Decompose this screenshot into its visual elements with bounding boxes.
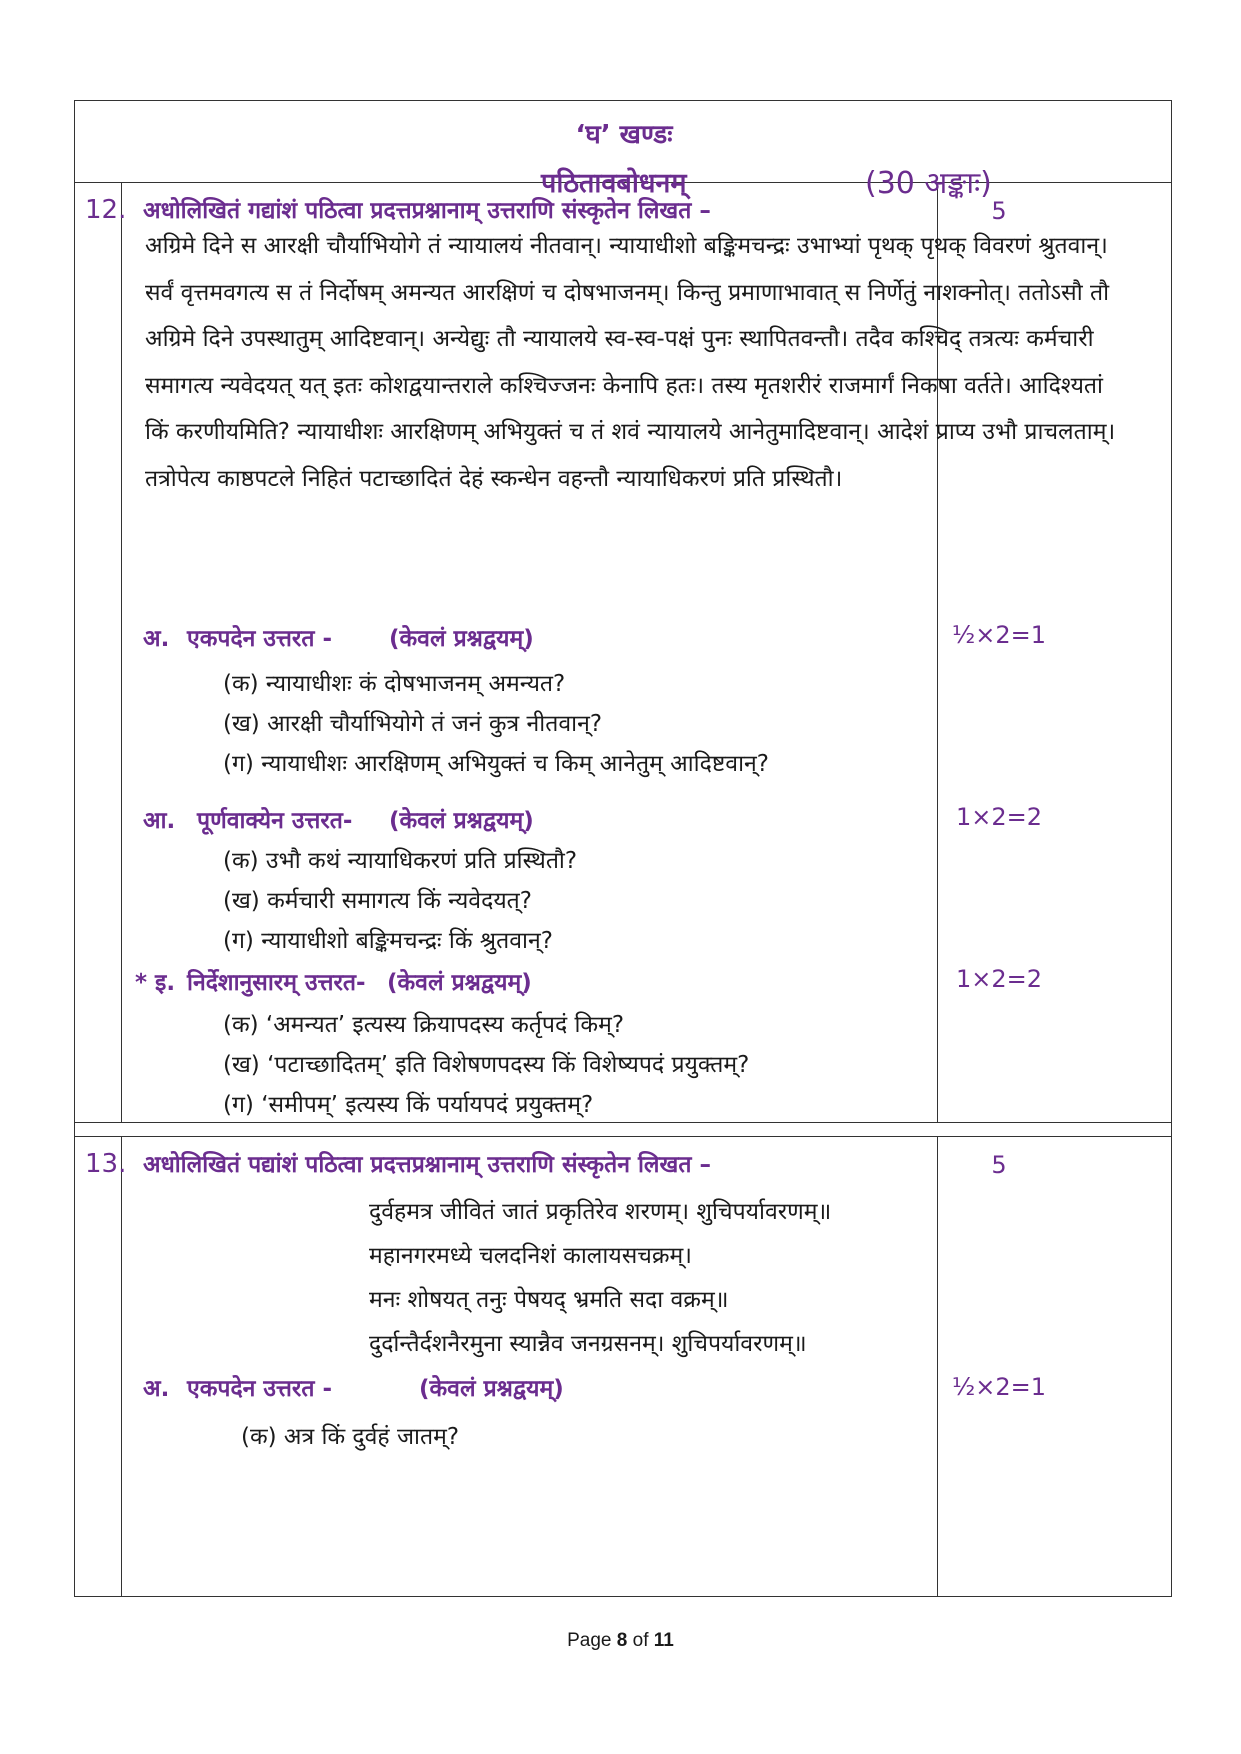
row-divider-2 [75, 1136, 1171, 1137]
question-number-13: 13. [85, 1149, 127, 1179]
part-a-heading: एकपदेन उत्तरत - [187, 626, 332, 652]
part-aa-heading: पूर्णवाक्येन उत्तरत- [197, 808, 353, 834]
q13-part-a-heading: एकपदेन उत्तरत - [187, 1376, 332, 1402]
part-i-note: (केवलं प्रश्नद्वयम्) [387, 970, 532, 996]
verse-line-2: महानगरमध्ये चलदनिशं कालायसचक्रम्। [369, 1243, 692, 1269]
row-divider [75, 1122, 1171, 1123]
number-column-line [121, 182, 122, 1122]
question-number-12: 12. [85, 195, 127, 225]
verse-line-3: मनः शोषयत् तनुः पेषयद् भ्रमति सदा वक्रम्॥ [369, 1287, 729, 1313]
part-a-question-3: (ग) न्यायाधीशः आरक्षिणम् अभियुक्तं च किम् आनेतुम् आदिष्टवान्? [223, 751, 769, 777]
q13-part-a-marks: ½×2=1 [951, 1373, 1047, 1401]
part-aa-question-3: (ग) न्यायाधीशो बङ्किमचन्द्रः किं श्रुतवान्? [223, 928, 553, 954]
part-aa-marks: 1×2=2 [955, 803, 1043, 831]
verse-line-4: दुर्दान्तैर्दशनैरमुना स्यान्नैव जनग्रसनम्। शुचिपर्यावरणम्॥ [369, 1331, 807, 1357]
q13-part-a-label: अ. [143, 1376, 170, 1402]
verse-line-1: दुर्वहमत्र जीवितं जातं प्रकृतिरेव शरणम्। शुचिपर्यावरणम्॥ [369, 1199, 832, 1225]
footer-middle: of [627, 1630, 654, 1651]
question-13-instruction: अधोलिखितं पद्यांशं पठित्वा प्रदत्तप्रश्नानाम् उत्तराणि संस्कृतेन लिखत – [143, 1152, 711, 1178]
number-column-line-2 [121, 1136, 122, 1596]
footer-prefix: Page [567, 1630, 617, 1651]
part-i-question-2: (ख) ‘पटाच्छादितम्’ इति विशेषणपदस्य किं विशेष्यपदं प्रयुक्तम्? [223, 1052, 750, 1078]
part-i-heading: निर्देशानुसारम् उत्तरत- [187, 970, 366, 996]
part-a-note: (केवलं प्रश्नद्वयम्) [389, 626, 534, 652]
marks-column-line-2 [937, 1136, 938, 1596]
part-i-marks: 1×2=2 [955, 965, 1043, 993]
part-i-question-3: (ग) ‘समीपम्’ इत्यस्य किं पर्यायपदं प्रयुक्तम्? [223, 1092, 594, 1118]
part-a-question-1: (क) न्यायाधीशः कं दोषभाजनम् अमन्यत? [223, 671, 566, 697]
q13-part-a-note: (केवलं प्रश्नद्वयम्) [419, 1376, 564, 1402]
part-aa-question-1: (क) उभौ कथं न्यायाधिकरणं प्रति प्रस्थितौ? [223, 848, 578, 874]
section-heading: ‘घ’ खण्डः [575, 120, 673, 150]
footer-total-pages: 11 [653, 1630, 674, 1651]
footer-current-page: 8 [616, 1630, 628, 1651]
part-aa-label: आ. [143, 808, 176, 834]
part-aa-note: (केवलं प्रश्नद्वयम्) [389, 808, 534, 834]
part-i-question-1: (क) ‘अमन्यत’ इत्यस्य क्रियापदस्य कर्तृपदं किम्? [223, 1012, 625, 1038]
part-a-marks: ½×2=1 [951, 621, 1047, 649]
part-i-label: * इ. [135, 970, 176, 996]
question-12-marks: 5 [991, 197, 1007, 225]
q13-part-a-question-1: (क) अत्र किं दुर्वहं जातम्? [241, 1424, 460, 1450]
page-footer [0, 1630, 1241, 1652]
part-a-label: अ. [143, 626, 170, 652]
part-a-question-2: (ख) आरक्षी चौर्याभियोगे तं जनं कुत्र नीतवान्? [223, 711, 603, 737]
question-12-instruction: अधोलिखितं गद्यांशं पठित्वा प्रदत्तप्रश्नानाम् उत्तराणि संस्कृतेन लिखत – [143, 198, 711, 224]
question-13-marks: 5 [991, 1151, 1007, 1179]
part-aa-question-2: (ख) कर्मचारी समागत्य किं न्यवेदयत्? [223, 888, 532, 914]
section-marks: (30 अङ्काः) [865, 166, 992, 201]
section-title: पठितावबोधनम् [541, 168, 687, 199]
question-table [74, 100, 1172, 1597]
question-12-passage: अग्रिमे दिने स आरक्षी चौर्याभियोगे तं न्यायालयं नीतवान्। न्यायाधीशो बङ्किमचन्द्रः उभाभ्यां पृथक् पृथक् विवरणं श्रुतवान्। सर्वं वृत्तमवगत्य स तं निर्दोषम् अमन्यत आरक्षिणं च दोषभाजनम्। किन्तु प्रमाणाभावात् स निर्णेतुं नाशक्नोत्। ततोऽसौ तौ अग्रिमे दिने उपस्थातुम् आदिष्टवान्। अन्येद्युः तौ न्यायालये स्व-स्व-पक्षं पुनः स्थापितवन्तौ। तदैव कश्चिद् तत्रत्यः कर्मचारी समागत्य न्यवेदयत् यत् इतः कोशद्वयान्तराले कश्चिज्जनः केनापि हतः। तस्य मृतशरीरं राजमार्गं निकषा वर्तते। आदिश्यतां किं करणीयमिति? न्यायाधीशः आरक्षिणम् अभियुक्तं च तं शवं न्यायालये आनेतुमादिष्टवान्। आदेशं प्राप्य उभौ प्राचलताम्। तत्रोपेत्य काष्ठपटले निहितं पटाच्छादितं देहं स्कन्धेन वहन्तौ न्यायाधिकरणं प्रति प्रस्थितौ। [145, 233, 1116, 492]
